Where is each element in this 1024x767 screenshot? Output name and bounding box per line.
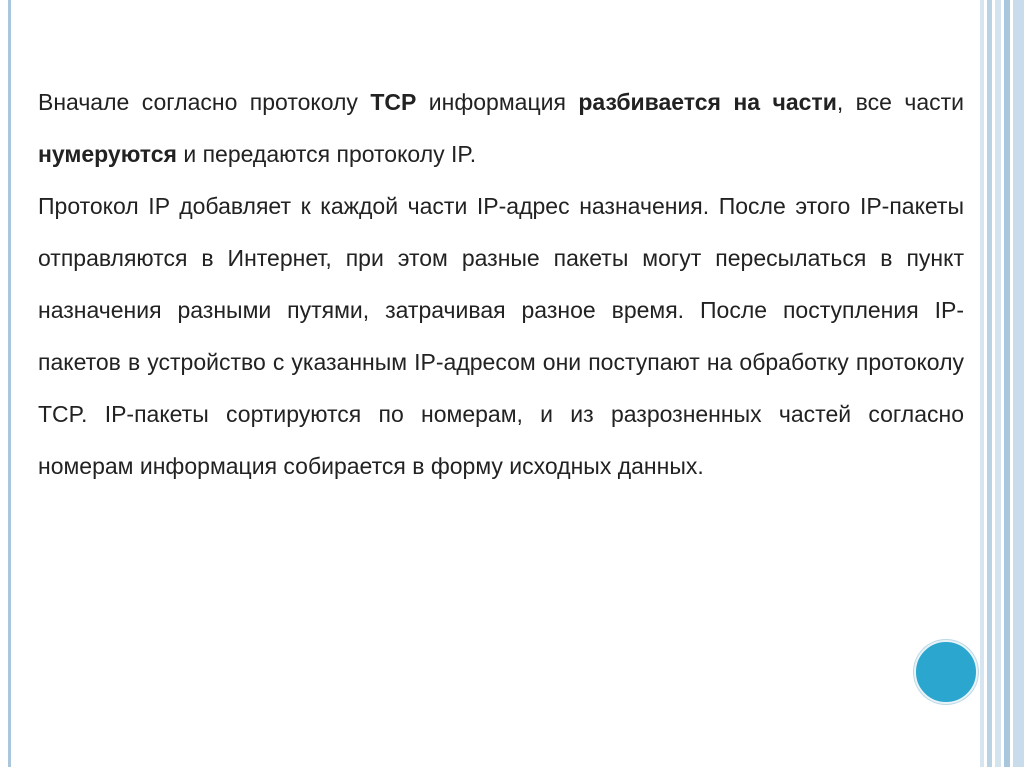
text-run: Вначале согласно протоколу	[38, 89, 371, 115]
text-run: , все части	[836, 89, 964, 115]
stripe	[1013, 0, 1024, 767]
right-decorative-stripes	[980, 0, 1024, 767]
slide-body-text	[38, 76, 964, 492]
bold-term-split: разбивается на части	[578, 89, 837, 115]
text-run: информация	[416, 89, 579, 115]
paragraph-tcp-splitting	[38, 76, 964, 180]
text-run: и передаются протоколу IP.	[176, 141, 477, 167]
bold-term-numbered: нумеруются	[38, 141, 177, 167]
paragraph-ip-routing: Протокол IP добавляет к каждой части IP-адрес назначения. После этого IP-пакеты отправляются в Интернет, при этом разные пакеты могут пересылаться в пункт назначения разными путями, затрачивая разное время. После поступления IP-пакетов в устройство с указанным IP-адресом они поступают на обработку протоколу TCP. IP-пакеты сортируются по номерам, и из разрозненных частей согласно номерам информация собирается в форму исходных данных.	[38, 193, 964, 479]
bold-term-tcp: TCP	[370, 89, 417, 115]
left-frame-line	[8, 0, 11, 767]
decorative-circle	[914, 640, 978, 704]
